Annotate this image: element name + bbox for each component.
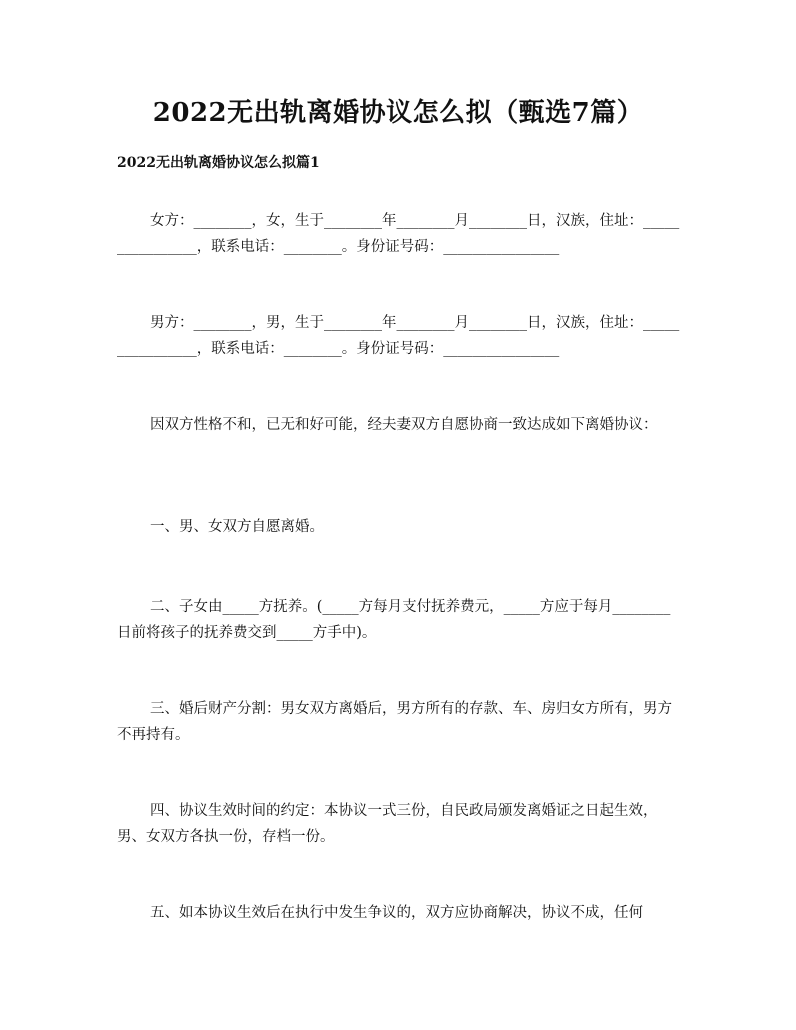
paragraph-husband-info: 男方：________，男，生于________年________月________日，汉族，住址：________________，联系电话：________。身份证号码：________________	[117, 315, 680, 357]
paragraph-agreement-intro: 因双方性格不和，已无和好可能，经夫妻双方自愿协商一致达成如下离婚协议：	[150, 417, 658, 433]
paragraph-clause-5: 五、如本协议生效后在执行中发生争议的，双方应协商解决，协议不成，任何	[150, 905, 643, 921]
paragraph-wife-info: 女方：________，女，生于________年________月________日，汉族，住址：________________，联系电话：________。身份证号码：________________	[117, 213, 680, 255]
paragraph-clause-2: 二、子女由_____方抚养。(_____方每月支付抚养费元，_____方应于每月________日前将孩子的抚养费交到_____方手中)。	[117, 599, 671, 641]
paragraph-clause-1: 一、男、女双方自愿离婚。	[150, 519, 324, 535]
paragraph-clause-3: 三、婚后财产分割：男女双方离婚后，男方所有的存款、车、房归女方所有，男方不再持有。	[117, 701, 672, 743]
document-title: 2022无出轨离婚协议怎么拟（甄选7篇）	[152, 98, 644, 128]
paragraph-clause-4: 四、协议生效时间的约定：本协议一式三份，自民政局颁发离婚证之日起生效，男、女双方各执一份，存档一份。	[117, 803, 658, 845]
section-heading: 2022无出轨离婚协议怎么拟篇1	[117, 155, 320, 171]
